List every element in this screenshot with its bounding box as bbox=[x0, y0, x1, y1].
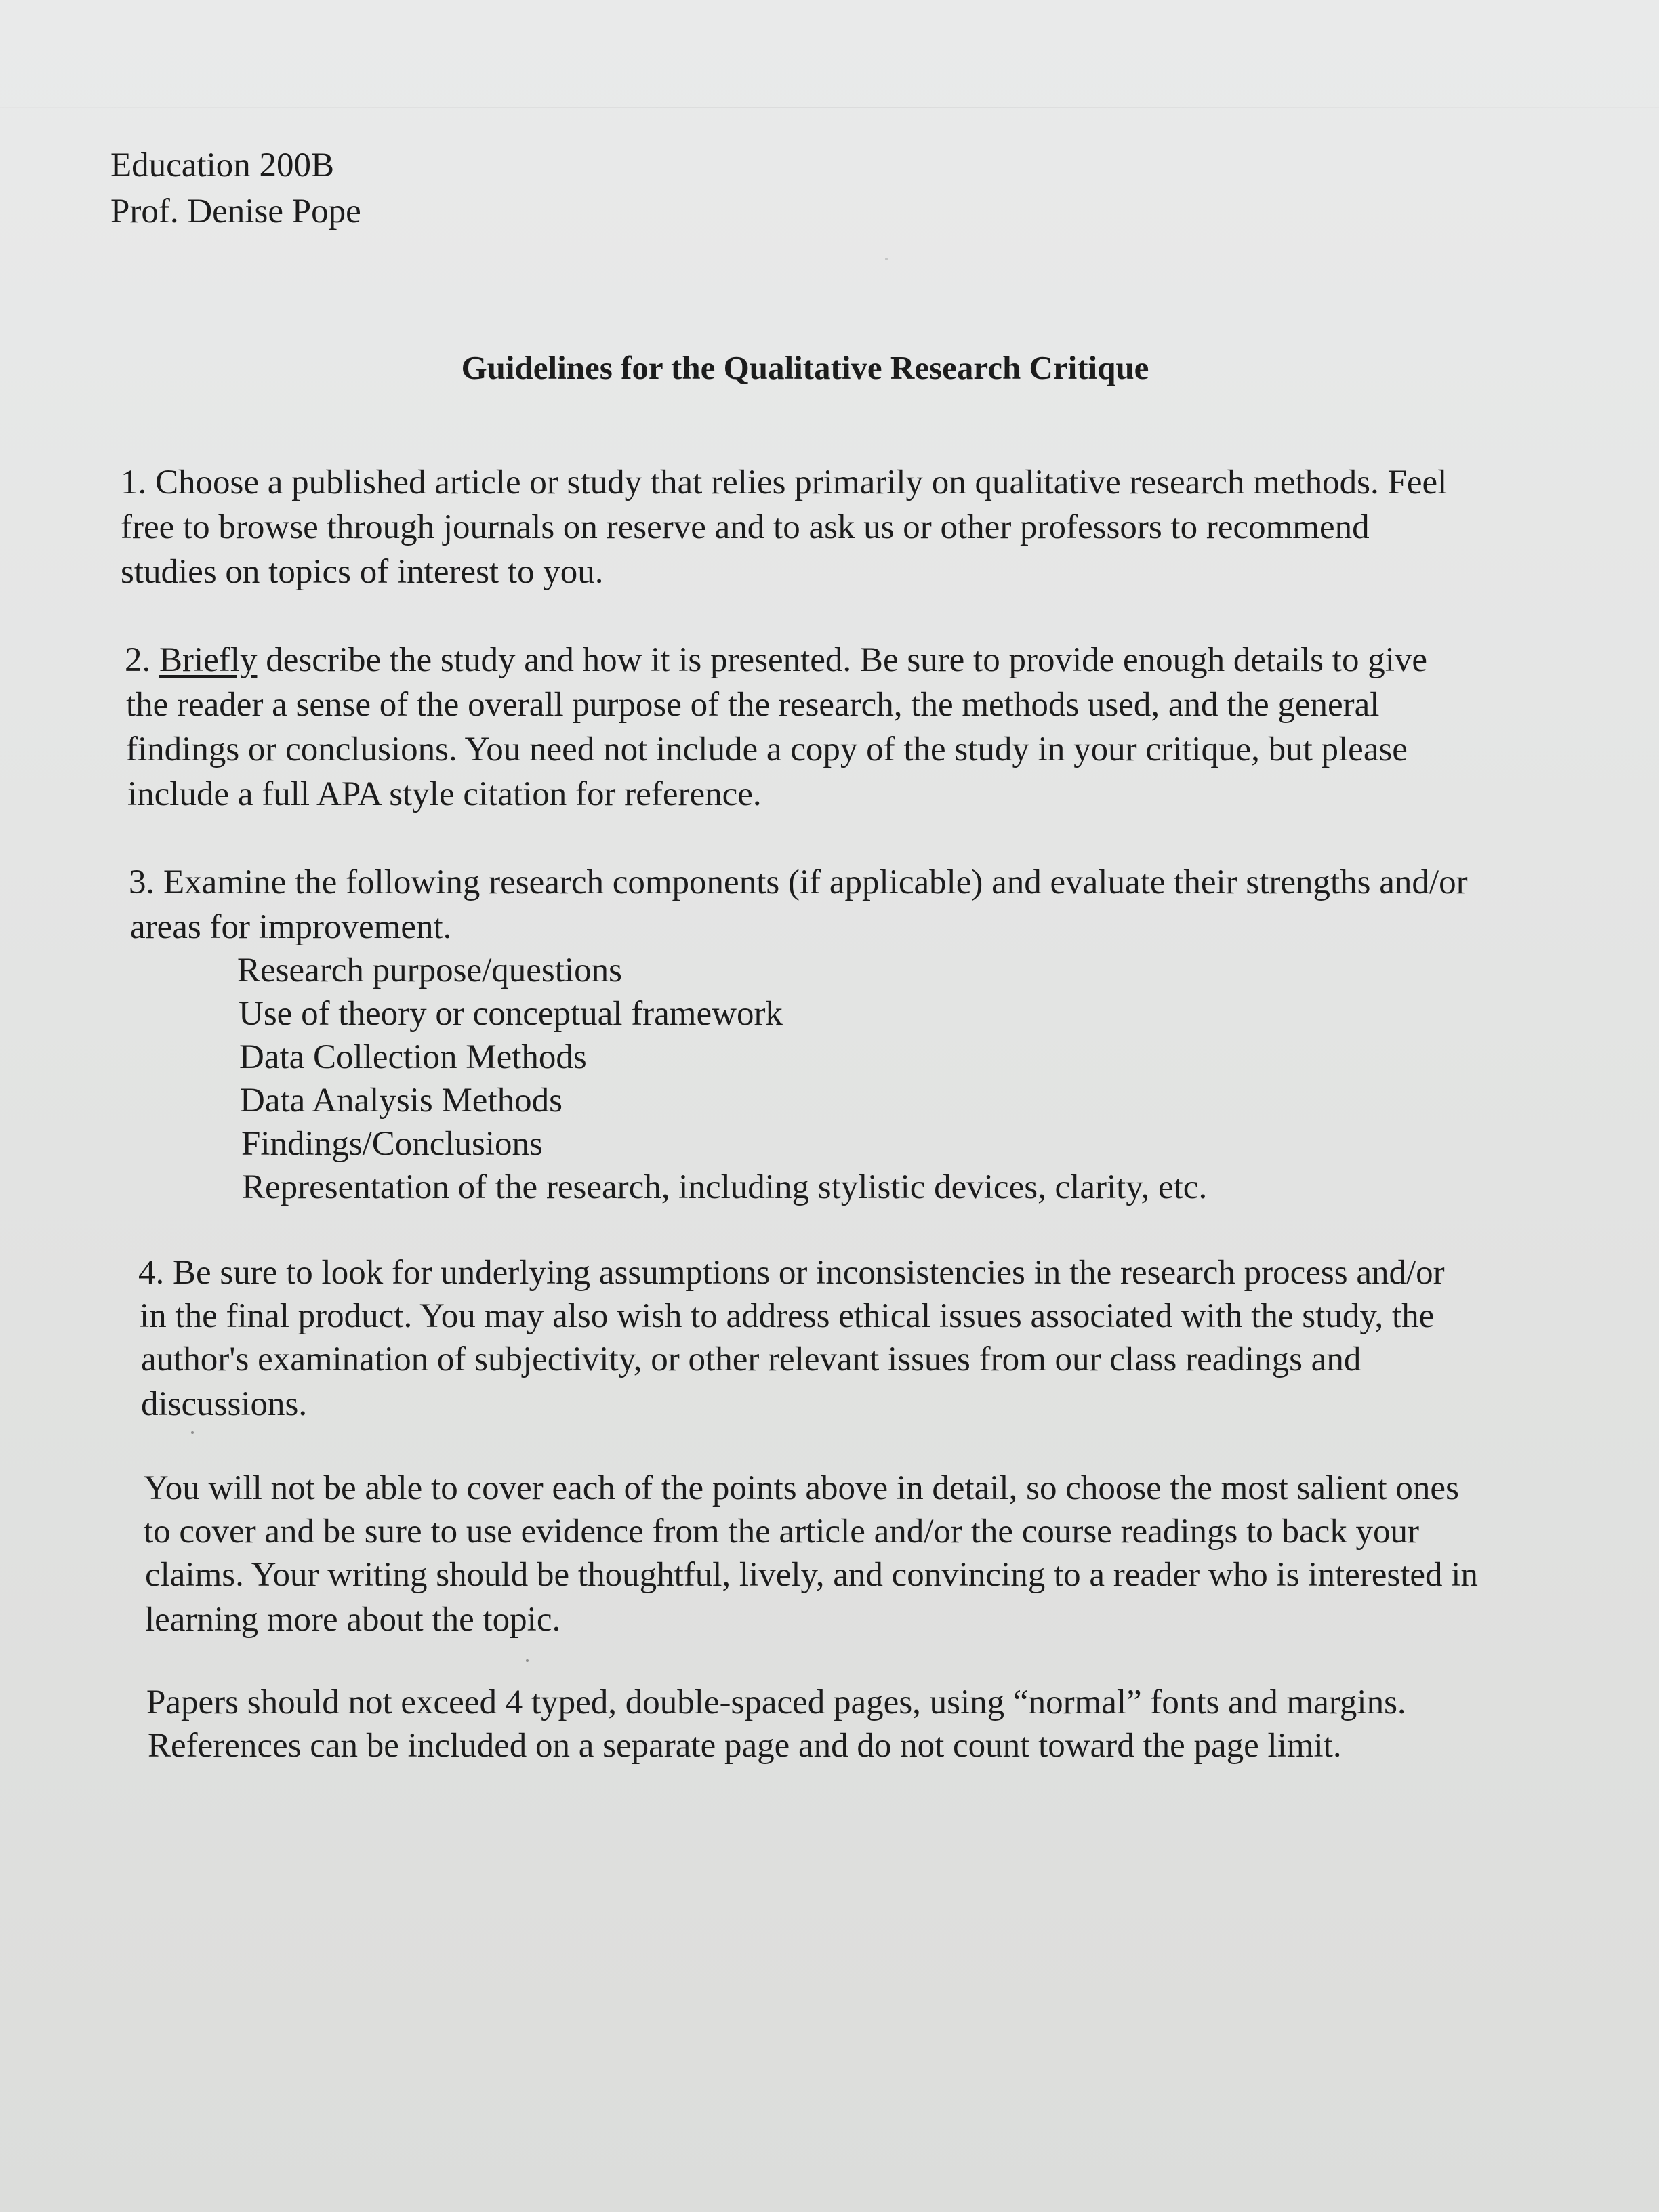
item-2-line-4: include a full APA style citation for reference. bbox=[127, 775, 762, 813]
item-4-line-2: in the final product. You may also wish to address ethical issues associated with the study, the bbox=[140, 1297, 1435, 1335]
item-1-line-3: studies on topics of interest to you. bbox=[121, 553, 604, 591]
sub-item-research-purpose: Research purpose/questions bbox=[237, 951, 622, 989]
item-3-line-2: areas for improvement. bbox=[130, 908, 452, 946]
closing-1-line-2: to cover and be sure to use evidence from the article and/or the course readings to back your bbox=[144, 1513, 1420, 1551]
paper-edge bbox=[0, 107, 1659, 108]
sub-item-theory: Use of theory or conceptual framework bbox=[239, 995, 783, 1033]
closing-1-line-1: You will not be able to cover each of the points above in detail, so choose the most salient ones bbox=[144, 1469, 1459, 1507]
item-4-line-1: 4. Be sure to look for underlying assumptions or inconsistencies in the research process and/or bbox=[138, 1254, 1445, 1292]
sub-item-representation: Representation of the research, including stylistic devices, clarity, etc. bbox=[242, 1168, 1208, 1206]
instructor-name: Prof. Denise Pope bbox=[110, 192, 361, 230]
item-2-number: 2. bbox=[125, 641, 159, 679]
item-3-line-1: 3. Examine the following research components (if applicable) and evaluate their strengths and/or bbox=[129, 863, 1468, 901]
closing-2-line-2: References can be included on a separate page and do not count toward the page limit. bbox=[148, 1727, 1342, 1765]
paper-speck bbox=[885, 258, 888, 260]
item-2-underlined-word: Briefly bbox=[159, 641, 258, 679]
item-2-line-2: the reader a sense of the overall purpose of the research, the methods used, and the general bbox=[126, 686, 1380, 724]
sub-item-data-analysis: Data Analysis Methods bbox=[240, 1082, 562, 1120]
closing-1-line-3: claims. Your writing should be thoughtful, lively, and convincing to a reader who is interested in bbox=[145, 1556, 1478, 1594]
item-4-line-4: discussions. bbox=[141, 1385, 308, 1423]
closing-2-line-1: Papers should not exceed 4 typed, double-spaced pages, using “normal” fonts and margins. bbox=[146, 1683, 1406, 1721]
item-1-line-2: free to browse through journals on reserve and to ask us or other professors to recommend bbox=[121, 508, 1370, 546]
paper-speck bbox=[526, 1659, 529, 1662]
sub-item-data-collection: Data Collection Methods bbox=[239, 1038, 587, 1076]
item-2-line-1 bbox=[125, 638, 1427, 682]
item-2-line-1-rest: describe the study and how it is presented. Be sure to provide enough details to give bbox=[257, 641, 1427, 679]
document-title: Guidelines for the Qualitative Research Critique bbox=[461, 348, 1149, 386]
item-1-line-1: 1. Choose a published article or study that relies primarily on qualitative research methods. Feel bbox=[121, 464, 1448, 501]
sub-item-findings: Findings/Conclusions bbox=[241, 1125, 543, 1163]
item-2-line-3: findings or conclusions. You need not include a copy of the study in your critique, but please bbox=[126, 731, 1408, 769]
paper-speck bbox=[191, 1431, 194, 1434]
item-4-line-3: author's examination of subjectivity, or other relevant issues from our class readings and bbox=[141, 1340, 1361, 1378]
closing-1-line-4: learning more about the topic. bbox=[145, 1601, 561, 1639]
course-name: Education 200B bbox=[110, 146, 335, 184]
